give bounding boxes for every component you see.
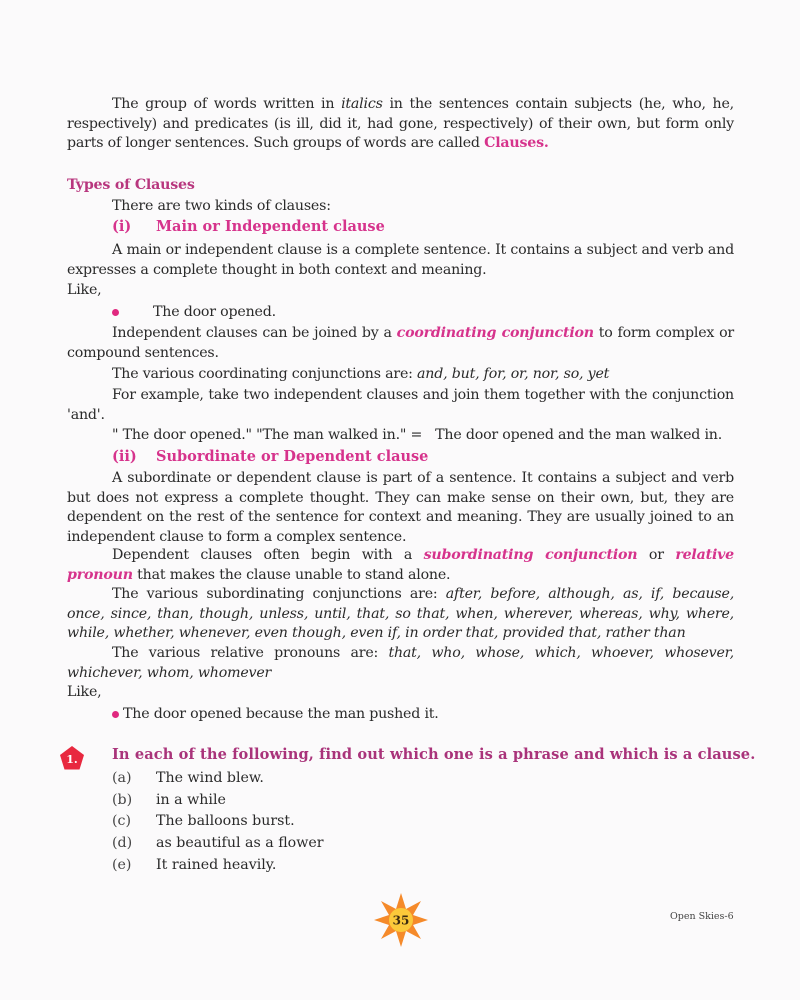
option-text: as beautiful as a flower (156, 835, 324, 851)
example-left: " The door opened." "The man walked in." = (112, 427, 423, 443)
pentagon-badge-icon (59, 745, 85, 771)
example-intro: For example, take two independent clauses and join them together with the conjunction 'and'. (67, 387, 734, 423)
conjunction-list: and, but, for, or, nor, so, yet (417, 366, 610, 382)
subheading-main-clause (112, 218, 385, 235)
term-clauses: Clauses. (484, 135, 549, 152)
subheading-number: (i) (112, 218, 132, 235)
like-label: Like, (67, 684, 102, 700)
text: The group of words written in (112, 96, 342, 112)
exercise-title: In each of the following, find out which one is a phrase and which is a clause. (112, 746, 756, 763)
bullet-icon (112, 309, 119, 316)
example-right: The door opened and the man walked in. (435, 427, 723, 443)
term-relative-pronoun: relative pronoun (67, 547, 735, 583)
option-text: It rained heavily. (156, 857, 277, 873)
intro-paragraph (67, 95, 734, 154)
exercise-option (112, 835, 324, 851)
option-label: (c) (112, 813, 132, 829)
option-text: The balloons burst. (156, 813, 295, 829)
example-text: The door opened because the man pushed it. (123, 706, 439, 722)
relative-pronoun-list (67, 644, 734, 683)
text: in the sentences contain subjects (he, who, he, respectively) and predicates (is ill, did it, had gone, respectively) of their own, but form only parts of longer sentences. Such groups of words are called (67, 96, 734, 152)
subheading-title: Main or Independent clause (156, 218, 385, 235)
book-title: Open Skies-6 (670, 911, 734, 922)
subheading-title: Subordinate or Dependent clause (156, 448, 429, 465)
dependent-definition: A subordinate or dependent clause is part of a sentence. It contains a subject and verb but does not express a complete thought. They can make sense on their own, but, they are dependent on the rest of the sentence for context and meaning. They are usually joined to an independent clause to form a complex sentence. (67, 470, 734, 545)
types-intro: There are two kinds of clauses: (112, 198, 331, 214)
page-number-star-icon (373, 892, 429, 948)
example-equation (112, 426, 752, 446)
bullet-icon (112, 711, 119, 718)
page-number: 35 (392, 913, 410, 928)
text: The various relative pronouns are: (112, 645, 389, 661)
option-label: (e) (112, 857, 132, 873)
exercise-number: 1. (66, 753, 78, 766)
subheading-dependent-clause (112, 448, 428, 465)
exercise-option (112, 857, 276, 873)
option-label: (b) (112, 792, 133, 808)
conjunction-list: after, before, although, as, if, because, once, since, than, though, unless, until, that, so that, when, wherever, whereas, why, where, while, whether, whenever, even though, even if, in order that, provided that, rather than (67, 586, 735, 642)
text: The various coordinating conjunctions are: (112, 366, 418, 382)
example-bullet (112, 705, 712, 725)
text: or (637, 547, 676, 563)
text: Independent clauses can be joined by a (112, 325, 397, 341)
exercise-option (112, 792, 226, 808)
italic-word: italics (341, 96, 383, 112)
term-subordinating-conjunction: subordinating conjunction (423, 547, 638, 563)
text: Dependent clauses often begin with a (112, 547, 424, 563)
text: The various subordinating conjunctions are: (112, 586, 446, 602)
join-paragraph (67, 324, 734, 363)
exercise-option (112, 770, 264, 786)
option-label: (a) (112, 770, 132, 786)
main-clause-definition: A main or independent clause is a complete sentence. It contains a subject and verb and expresses a complete thought in both context and meaning. (67, 242, 734, 278)
option-text: in a while (156, 792, 226, 808)
pronoun-list: that, who, whose, which, whoever, whosever, whichever, whom, whomever (67, 645, 734, 681)
term-coordinating-conjunction: coordinating conjunction (396, 325, 594, 341)
subheading-number: (ii) (112, 448, 137, 465)
like-label: Like, (67, 282, 102, 298)
exercise-option (112, 813, 295, 829)
example-bullet (112, 303, 712, 323)
text: that makes the clause unable to stand alone. (132, 566, 451, 583)
dependent-begin-paragraph (67, 546, 734, 585)
option-label: (d) (112, 835, 133, 851)
subordinating-list (67, 585, 734, 644)
option-text: The wind blew. (156, 770, 264, 786)
example-text: The door opened. (153, 304, 276, 320)
section-heading: Types of Clauses (67, 177, 195, 193)
text: to form complex or compound sentences. (67, 325, 734, 361)
coordinating-list (67, 365, 734, 385)
